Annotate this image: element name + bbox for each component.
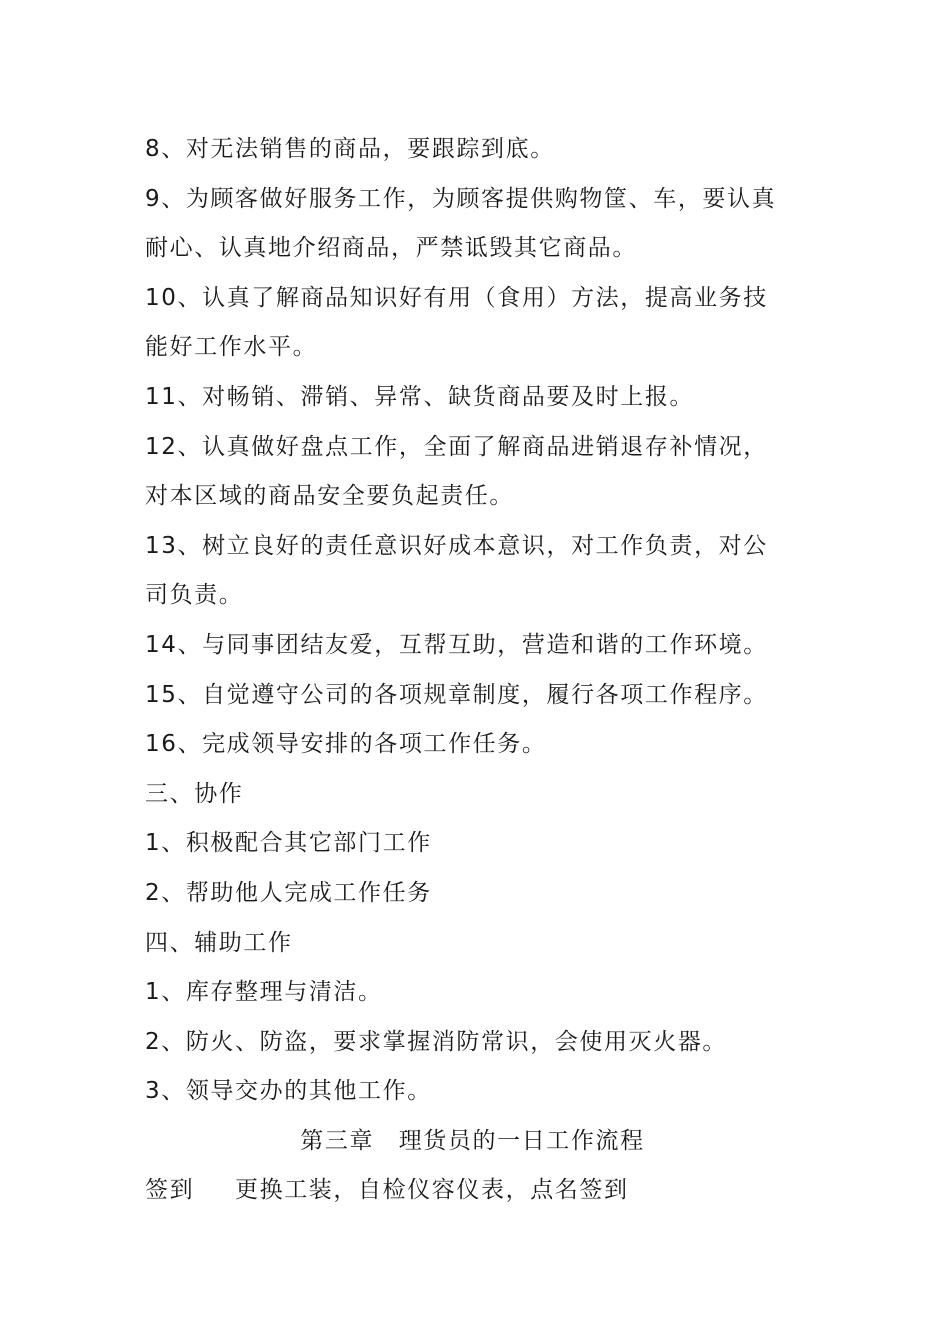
- text-line: 2、帮助他人完成工作任务: [145, 879, 432, 906]
- text-line: 司负责。: [145, 582, 244, 609]
- text-line: 12、认真做好盘点工作，全面了解商品进销退存补情况，: [145, 433, 768, 460]
- section-heading: 四、辅助工作: [145, 929, 293, 956]
- text-line: 11、对畅销、滞销、异常、缺货商品要及时上报。: [145, 383, 695, 410]
- text-line: 耐心、认真地介绍商品，严禁诋毁其它商品。: [145, 235, 637, 262]
- text-line: 15、自觉遵守公司的各项规章制度，履行各项工作程序。: [145, 681, 768, 708]
- text-line: 13、树立良好的责任意识好成本意识，对工作负责，对公: [145, 532, 768, 559]
- text-line: 对本区域的商品安全要负起责任。: [145, 483, 514, 510]
- text-line: 9、为顾客做好服务工作，为顾客提供购物筐、车，要认真: [145, 185, 777, 212]
- chapter-title: 第三章 理货员的一日工作流程: [300, 1127, 645, 1154]
- text-line: 10、认真了解商品知识好有用（食用）方法，提高业务技: [145, 284, 768, 311]
- text-line: 3、领导交办的其他工作。: [145, 1078, 432, 1105]
- text-line: 1、积极配合其它部门工作: [145, 830, 432, 857]
- flow-description: 更换工装，自检仪容仪表，点名签到: [235, 1177, 629, 1204]
- text-line: 2、防火、防盗，要求掌握消防常识，会使用灭火器。: [145, 1028, 728, 1055]
- flow-row: [145, 1166, 810, 1216]
- section-heading: 三、协作: [145, 780, 244, 807]
- text-line: 能好工作水平。: [145, 334, 318, 361]
- text-line: 16、完成领导安排的各项工作任务。: [145, 731, 547, 758]
- document-body: [145, 125, 810, 1216]
- flow-label: 签到: [145, 1177, 195, 1204]
- text-line: 8、对无法销售的商品，要跟踪到底。: [145, 136, 555, 162]
- text-line: 1、库存整理与清洁。: [145, 979, 383, 1006]
- text-line: 14、与同事团结友爱，互帮互助，营造和谐的工作环境。: [145, 631, 768, 658]
